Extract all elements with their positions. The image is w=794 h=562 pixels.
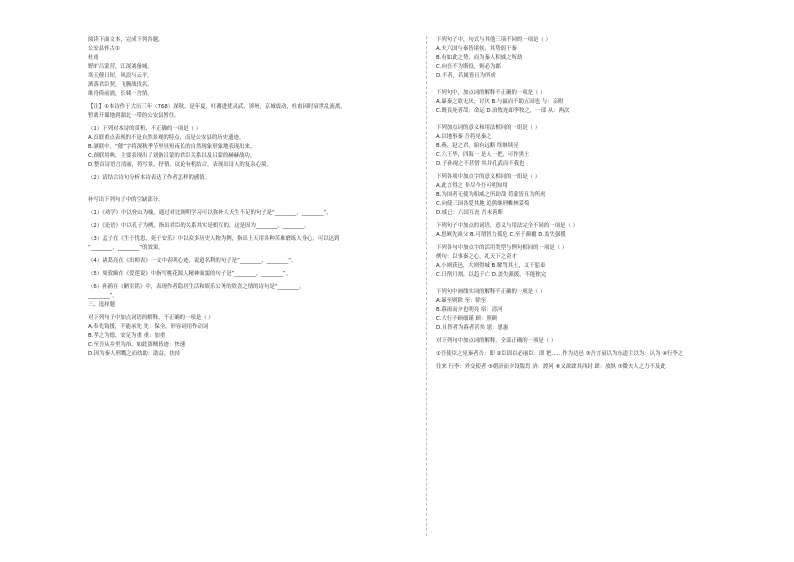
option-text: C.日削月割，以趋于亡 D.盖失强援，不能独完 [436, 272, 547, 278]
poem-line: 寒天催日短，风浪与云平。 [88, 73, 153, 79]
option-text: C.既良死者哉：命运 D.洎牧连却李牧之，一部 从：两次 [436, 108, 570, 114]
option-text: A.暴至则除 至：除至 [436, 298, 487, 304]
question-text: 下列句中画线实词的解释不正确的一项是（ ） [436, 289, 546, 295]
option-text: B.孝之为德，安足为重 重：加重 [88, 333, 166, 339]
option-text: C.六王毕，四海一 是人一把，可作黑土 [436, 152, 530, 158]
option-text: D.且智者为暮者甚矣 恩：恩惠 [436, 325, 509, 331]
option-text: B.暮雨而夕也明亮 宿：清河 [436, 307, 503, 313]
fill-blank-item-cont: “________，________”的效果。 [88, 245, 164, 251]
question-text: 对下列句中加点词的解释，全部正确的一项是（ ） [436, 338, 557, 344]
option-text: A.奉先钩援，不能承先 先：保全，形容词用作动词 [88, 324, 209, 330]
option-text: C.颈联用典，主要表现出了刘备吕蒙的君臣关系以及吕蒙的赫赫战功。 [88, 153, 256, 159]
option-text: B.有如此之势，而为秦人积威之所劫 [436, 55, 523, 61]
option-text: 往来 行李：外交使者 ⑤朝济而夕设版焉 济：渡河 ⑥又欲肆其西封 肆：放纵 ⑦微夫人之力不及此 [436, 364, 666, 370]
poem-line: 洒落君臣契，飞腾战伐名。 [88, 82, 153, 88]
fill-blank-item: （4）诸葛亮在《出师表》一文中表明心迹，说道名利的句子是“________，________”。 [88, 258, 297, 264]
poem-line: 野旷吕蒙营，江深刘备城。 [88, 64, 153, 70]
question-text: 下列句子中，句式与其他三项不同的一项是（ ） [436, 37, 551, 43]
fill-blank-item: （5）周敦颐在《爱莲说》中指写桃花源人精神面貌的句子是“________，________”。 [88, 271, 292, 277]
option-text: B.颔联中，“催”字将深秋季节里昼短夜长的自然现象形象地表现出来。 [88, 144, 256, 150]
option-text: A.首联重点表现的不是自然景观的特点，而是公安县的历史遗迹。 [88, 135, 245, 141]
option-text: ①吾使臣之见秦者否：即 ②臣固以必丽臣：即 把……作为边邑 ③吾言衰以为东道主以为：认为 ④行李之 [436, 351, 684, 357]
question-text: （1）下列对本诗的赏析，不正确的一项是（ ） [88, 126, 201, 132]
option-text: C.大行不顾细谨 顾：照顾 [436, 316, 498, 322]
reading-instruction: 阅读下面文本，完成下列各题。 [88, 37, 164, 43]
poem-note-cont: 暂离开蜀地到湖北一带的公安县暂住。 [88, 113, 180, 119]
poem-note: 【注】①本诗作于大历三年（768）深秋。是年夏，吐蕃进扰灵武、邠州，京城震动，杜甫因时衰世乱流离， [88, 104, 346, 110]
section-heading: 三、选择题 [88, 302, 115, 308]
fill-blank-item-cont: ________”。 [88, 293, 118, 299]
option-text: A.此言得之 非尽今吾可明知用 [436, 183, 508, 189]
option-text: D.威已：六国互丧 吾未善斯 [436, 210, 503, 216]
option-text: D.不者，若属皆且为所虏 [436, 73, 496, 79]
option-text: A.思厥先祖父 B.可谓智力孤危 C.至于颠覆 D.盖失强援 [436, 232, 566, 238]
poem-title: 公安县怀古① [88, 46, 120, 52]
option-text: A.小则获邑，大则得城 B.解驾其土，义千脍泰 [436, 263, 546, 269]
fill-blank-item: （6）孙鹃在《陋室铭》中，表现作者隐居生活和娱乐公务的欣喜之情的诗句是“________， [88, 284, 305, 290]
fill-blank-item: （2）《论语》中以孔子为例，指出君臣的关系其实是相互的，这是因为________，________。 [88, 223, 310, 229]
option-text: C.向使三国各爱其地 追熊继刑帷林妥萄 [436, 201, 530, 207]
fill-blank-item: （1）《劝学》中以登山为喻，通过对比阐明学习可以弥补人天生不足的句子是“________，________”。 [88, 210, 332, 216]
option-text: B.燕、赵之君，始有远略 终继续亮 [436, 143, 519, 149]
section-instruction: 补写出下列句子中的空缺部分。 [88, 197, 164, 203]
option-text: D.子孙视之不甚惜 其并孔武而不我也 [436, 161, 525, 167]
question-text: 下列加点词的意义和用法相同的一组是（ ） [436, 125, 541, 131]
question-text: 对下列句子中加点词语的解释，不正确的一项是（ ） [88, 315, 214, 321]
poem-author: 杜甫 [88, 55, 99, 61]
column-divider [426, 36, 427, 536]
question-text: 下列各项中加点字的意义相同的一组是（ ） [436, 174, 541, 180]
poem-line: 维舟倚前浦，长啸一含情。 [88, 91, 153, 97]
option-text: A.夫六国与秦皆诸侯，其势弱于秦 [436, 46, 517, 52]
option-text: D.因为秦人刑戮之而幼助：助益，扶持 [88, 351, 181, 357]
option-text: B.为国者无使为积威之所劫哉 苟蒙皆且为所虏 [436, 192, 546, 198]
left-column [88, 36, 418, 359]
question-text: 下列句子中加点的词语，意义与用法完全不同的一项是（ ） [436, 223, 578, 229]
question-text: 下列各句中加点字的活用类型与例句相同的一项是（ ） [436, 245, 568, 251]
right-column [436, 36, 776, 372]
option-text: C.向吾不为斯役，则必为郡 [436, 64, 501, 70]
question-text: 下列句中，加点词的解释不正确的一项是（ ） [436, 90, 546, 96]
question-text: （2）请结合诗句分析本诗表达了作者怎样的感情。 [88, 175, 211, 181]
option-text: D.整首诗语言清丽，将写景、抒情、议论有机结合，表现出诗人的复杂心境。 [88, 162, 272, 168]
example-sentence: 例句：以事秦之心，礼天下之奇才 [436, 254, 517, 260]
option-text: C.至吾从乡里为治，如此盗贼皆迹：快速 [88, 342, 186, 348]
option-text: A.暴秦之欲无厌；讨厌 B.与嬴而不助五国也 与：亲附 [436, 99, 564, 105]
fill-blank-item: （3）孟子在《生于忧患，死于安乐》中以众多历史人物为例，指出上天用各种苦难磨练人身心，可以达到 [88, 236, 340, 242]
option-text: A.以地事秦 吾将见秦之 [436, 134, 492, 140]
